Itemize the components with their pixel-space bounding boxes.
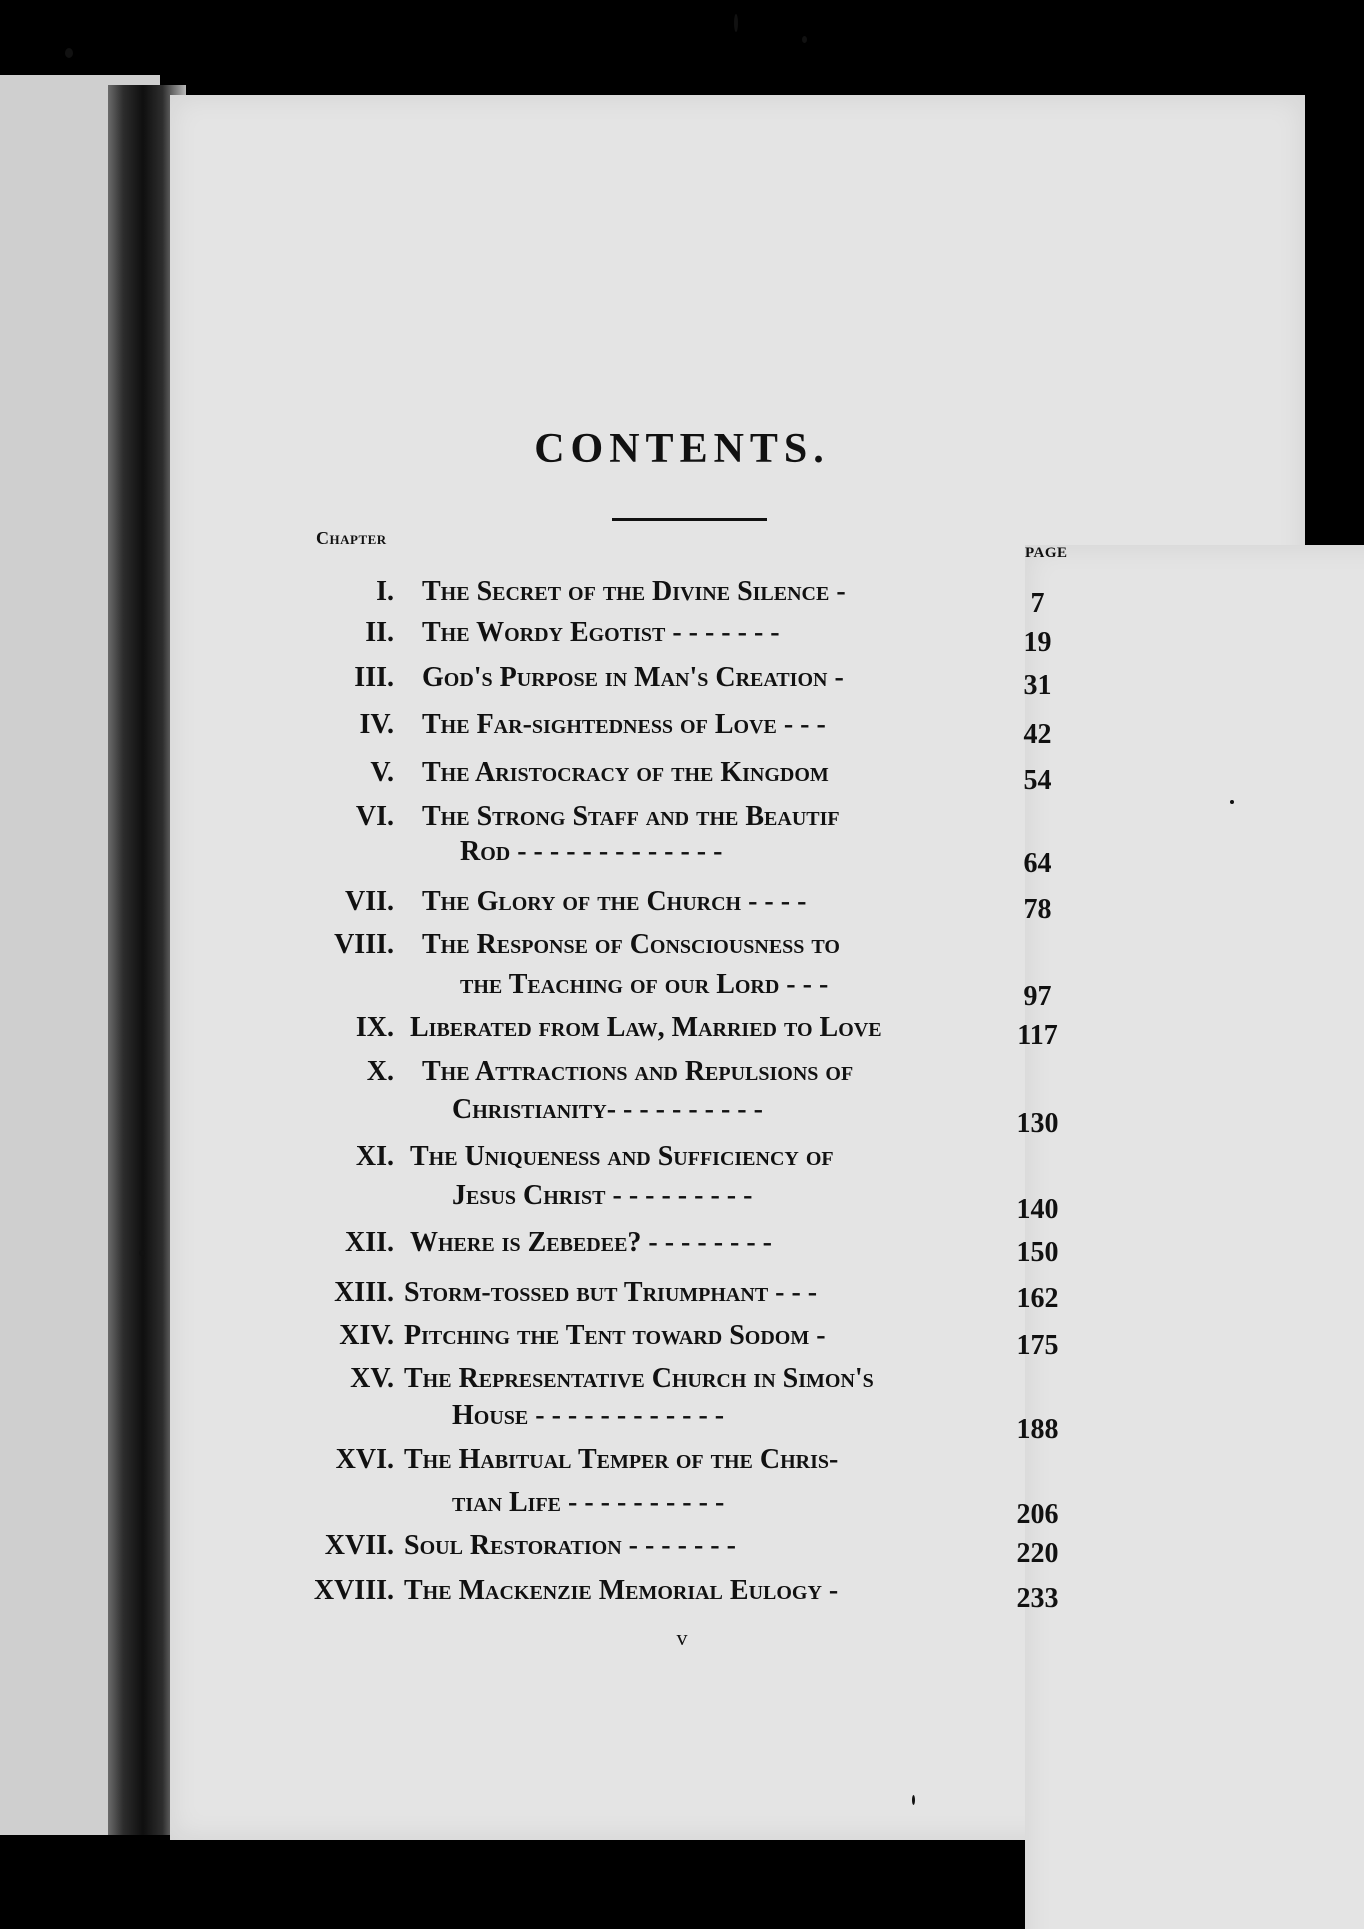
chapter-number: V. bbox=[370, 757, 394, 788]
chapter-title: The Mackenzie Memorial Eulogy - bbox=[404, 1575, 839, 1606]
chapter-title: Liberated from Law, Married to Love bbox=[410, 1012, 882, 1043]
page-number: 140 bbox=[1016, 1194, 1059, 1225]
page-number: 150 bbox=[1016, 1237, 1059, 1268]
chapter-title: Soul Restoration - - - - - - - bbox=[404, 1530, 736, 1561]
chapter-title: The Aristocracy of the Kingdom bbox=[422, 757, 829, 788]
chapter-title-continuation: Rod - - - - - - - - - - - - - bbox=[460, 836, 723, 867]
page-number: 42 bbox=[1023, 719, 1052, 750]
page-number: 78 bbox=[1023, 894, 1052, 925]
chapter-number: XI. bbox=[355, 1141, 394, 1172]
chapter-title: The Strong Staff and the Beautif bbox=[422, 801, 840, 832]
chapter-title: The Response of Consciousness to bbox=[422, 929, 840, 960]
chapter-title: The Far-sightedness of Love - - - bbox=[422, 709, 826, 740]
chapter-number: XVIII. bbox=[313, 1575, 394, 1606]
toc-entry bbox=[0, 1359, 1364, 1399]
chapter-number: X. bbox=[366, 1056, 394, 1087]
page-number: 220 bbox=[1016, 1538, 1059, 1569]
chapter-title: The Representative Church in Simon's bbox=[404, 1363, 874, 1394]
scan-speck bbox=[912, 1795, 915, 1805]
chapter-number: III. bbox=[354, 662, 394, 693]
toc-entry bbox=[0, 1008, 1364, 1051]
chapter-title: Where is Zebedee? - - - - - - - - bbox=[410, 1227, 772, 1258]
page-number: 233 bbox=[1016, 1583, 1059, 1614]
chapter-title-continuation: House - - - - - - - - - - - - bbox=[452, 1400, 725, 1431]
chapter-title: Storm-tossed but Triumphant - - - bbox=[404, 1277, 818, 1308]
toc-entry bbox=[0, 1440, 1364, 1480]
page-number: 130 bbox=[1016, 1108, 1059, 1139]
chapter-title: The Uniqueness and Sufficiency of bbox=[410, 1141, 834, 1172]
chapter-number: XIV. bbox=[339, 1320, 394, 1351]
toc-entry bbox=[0, 1137, 1364, 1177]
page-column-label: PAGE bbox=[1025, 545, 1364, 1929]
chapter-number: VI. bbox=[355, 801, 394, 832]
toc-entry bbox=[0, 1316, 1364, 1361]
toc-entry bbox=[0, 1052, 1364, 1092]
toc-entry-continuation bbox=[0, 1176, 1364, 1225]
toc-entry bbox=[0, 613, 1364, 658]
page-number: 54 bbox=[1023, 765, 1052, 796]
page-number: 175 bbox=[1016, 1330, 1059, 1361]
scan-speck bbox=[1230, 800, 1234, 804]
chapter-title-continuation: the Teaching of our Lord - - - bbox=[460, 969, 829, 1000]
toc-entry-continuation bbox=[0, 832, 1364, 879]
toc-entry bbox=[0, 882, 1364, 925]
chapter-title-continuation: Christianity- - - - - - - - - - bbox=[452, 1094, 763, 1125]
toc-entry-continuation bbox=[0, 965, 1364, 1012]
chapter-title: The Wordy Egotist - - - - - - - bbox=[422, 617, 780, 648]
contents-heading: CONTENTS. bbox=[534, 426, 830, 472]
scan-speck bbox=[65, 48, 73, 58]
chapter-number: IV. bbox=[359, 709, 394, 740]
chapter-number: XV. bbox=[350, 1363, 394, 1394]
toc-entry bbox=[0, 1223, 1364, 1268]
page-number: 206 bbox=[1016, 1499, 1059, 1530]
chapter-number: IX. bbox=[355, 1012, 394, 1043]
scan-speck bbox=[139, 1250, 145, 1256]
page-number: 162 bbox=[1016, 1283, 1059, 1314]
chapter-number: XIII. bbox=[334, 1277, 394, 1308]
chapter-title: The Glory of the Church - - - - bbox=[422, 886, 807, 917]
page-number: 97 bbox=[1023, 981, 1052, 1012]
scan-speck bbox=[734, 14, 738, 32]
chapter-column-label: Chapter bbox=[316, 528, 387, 548]
chapter-number: VII. bbox=[344, 886, 394, 917]
toc-entry bbox=[0, 753, 1364, 796]
toc-entry bbox=[0, 1273, 1364, 1313]
page-number: 188 bbox=[1016, 1414, 1059, 1445]
chapter-number: XVI. bbox=[335, 1444, 394, 1475]
toc-entry bbox=[0, 925, 1364, 965]
toc-entry bbox=[0, 1526, 1364, 1569]
chapter-title: God's Purpose in Man's Creation - bbox=[422, 662, 844, 693]
toc-entry bbox=[0, 658, 1364, 701]
chapter-title: The Habitual Temper of the Chris- bbox=[404, 1444, 839, 1475]
toc-entry-continuation bbox=[0, 1396, 1364, 1445]
chapter-title: The Attractions and Repulsions of bbox=[422, 1056, 854, 1087]
chapter-title-continuation: Jesus Christ - - - - - - - - - bbox=[452, 1180, 753, 1211]
page-number: 7 bbox=[1030, 588, 1045, 619]
page-number: 117 bbox=[1017, 1020, 1058, 1051]
chapter-title: Pitching the Tent toward Sodom - bbox=[404, 1320, 826, 1351]
chapter-number: II. bbox=[365, 617, 394, 648]
scan-speck bbox=[802, 36, 807, 43]
chapter-number: XII. bbox=[344, 1227, 394, 1258]
toc-entry-continuation bbox=[0, 1483, 1364, 1530]
heading-rule bbox=[612, 518, 767, 521]
toc-entry bbox=[0, 1571, 1364, 1614]
page-folio: v bbox=[676, 1625, 688, 1650]
chapter-title: The Secret of the Divine Silence - bbox=[422, 576, 846, 607]
toc-entry-continuation bbox=[0, 1090, 1364, 1139]
chapter-number: VIII. bbox=[334, 929, 394, 960]
chapter-title-continuation: tian Life - - - - - - - - - - bbox=[452, 1487, 725, 1518]
toc-entry bbox=[0, 572, 1364, 619]
page-number: 31 bbox=[1023, 670, 1052, 701]
page-number: 19 bbox=[1023, 627, 1052, 658]
chapter-number: I. bbox=[376, 576, 394, 607]
chapter-number: XVII. bbox=[324, 1530, 394, 1561]
toc-entry bbox=[0, 705, 1364, 750]
page-number: 64 bbox=[1023, 848, 1052, 879]
toc-entry bbox=[0, 797, 1364, 837]
